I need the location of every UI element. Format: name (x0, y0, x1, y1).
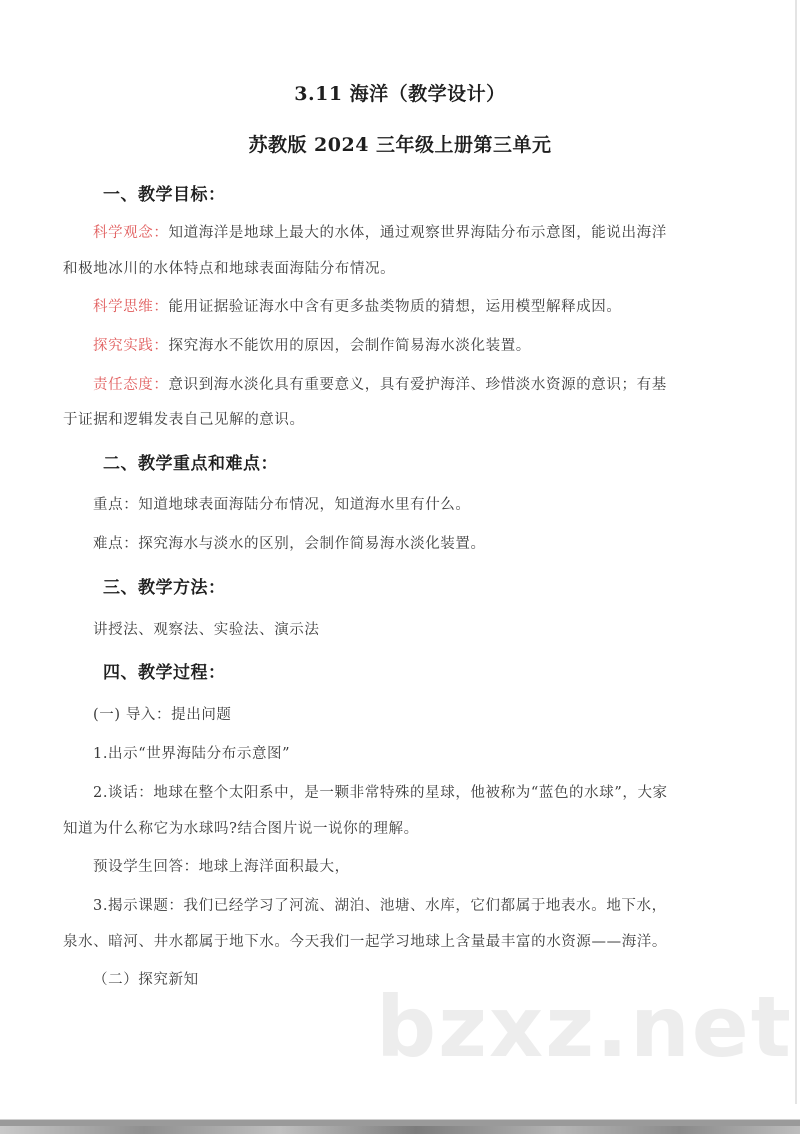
process-step: 3.揭示课题：我们已经学习了河流、湖泊、池塘、水库，它们都属于地表水。地下水， (93, 898, 667, 914)
objective-label: 探究实践： (93, 338, 169, 354)
objective-inquiry-practice (93, 334, 531, 355)
process-subheading-explore: （二）探究新知 (93, 972, 199, 988)
process-expected-answer: 预设学生回答：地球上海洋面积最大， (93, 859, 350, 875)
objective-text: 意识到海水淡化具有重要意义，具有爱护海洋、珍惜淡水资源的意识；有基 (168, 377, 667, 393)
objective-text-continued: 于证据和逻辑发表自己见解的意识。 (63, 412, 305, 428)
section-heading-key-points: 二、教学重点和难点： (103, 454, 278, 474)
section-heading-objectives: 一、教学目标： (103, 185, 226, 205)
objective-text: 能用证据验证海水中含有更多盐类物质的猜想，运用模型解释成因。 (168, 299, 622, 315)
objective-text-continued: 和极地冰川的水体特点和地球表面海陆分布情况。 (63, 261, 396, 277)
objective-science-concept (93, 221, 667, 242)
document-subtitle: 苏教版 2024 三年级上册第三单元 (248, 134, 552, 156)
process-step-continued: 知道为什么称它为水球吗?结合图片说一说你的理解。 (63, 821, 419, 837)
next-page-preview-strip (0, 1126, 800, 1134)
document-title: 3.11 海洋（教学设计） (294, 83, 506, 105)
section-heading-methods: 三、教学方法： (103, 578, 226, 598)
key-point-line: 重点：知道地球表面海陆分布情况，知道海水里有什么。 (93, 497, 471, 513)
watermark: bzxz.net (376, 978, 793, 1076)
objective-text: 知道海洋是地球上最大的水体，通过观察世界海陆分布示意图，能说出海洋 (168, 225, 667, 241)
objective-label: 科学观念： (93, 225, 169, 241)
process-step-continued: 泉水、暗河、井水都属于地下水。今天我们一起学习地球上含量最丰富的水资源——海洋。 (63, 934, 667, 950)
objective-text: 探究海水不能饮用的原因，会制作简易海水淡化装置。 (168, 338, 531, 354)
difficult-point-line: 难点：探究海水与淡水的区别，会制作简易海水淡化装置。 (93, 536, 486, 552)
objective-label: 科学思维： (93, 299, 169, 315)
process-step: 1.出示“世界海陆分布示意图” (93, 746, 291, 762)
objective-science-thinking (93, 295, 622, 316)
process-subheading-intro: (一) 导入：提出问题 (93, 707, 232, 723)
objective-responsibility (93, 373, 667, 394)
horizontal-scrollbar[interactable] (0, 1119, 800, 1126)
section-heading-process: 四、教学过程： (103, 663, 226, 683)
process-step: 2.谈话：地球在整个太阳系中，是一颗非常特殊的星球，他被称为“蓝色的水球”，大家 (93, 785, 668, 801)
objective-label: 责任态度： (93, 377, 169, 393)
methods-line: 讲授法、观察法、实验法、演示法 (93, 622, 320, 638)
